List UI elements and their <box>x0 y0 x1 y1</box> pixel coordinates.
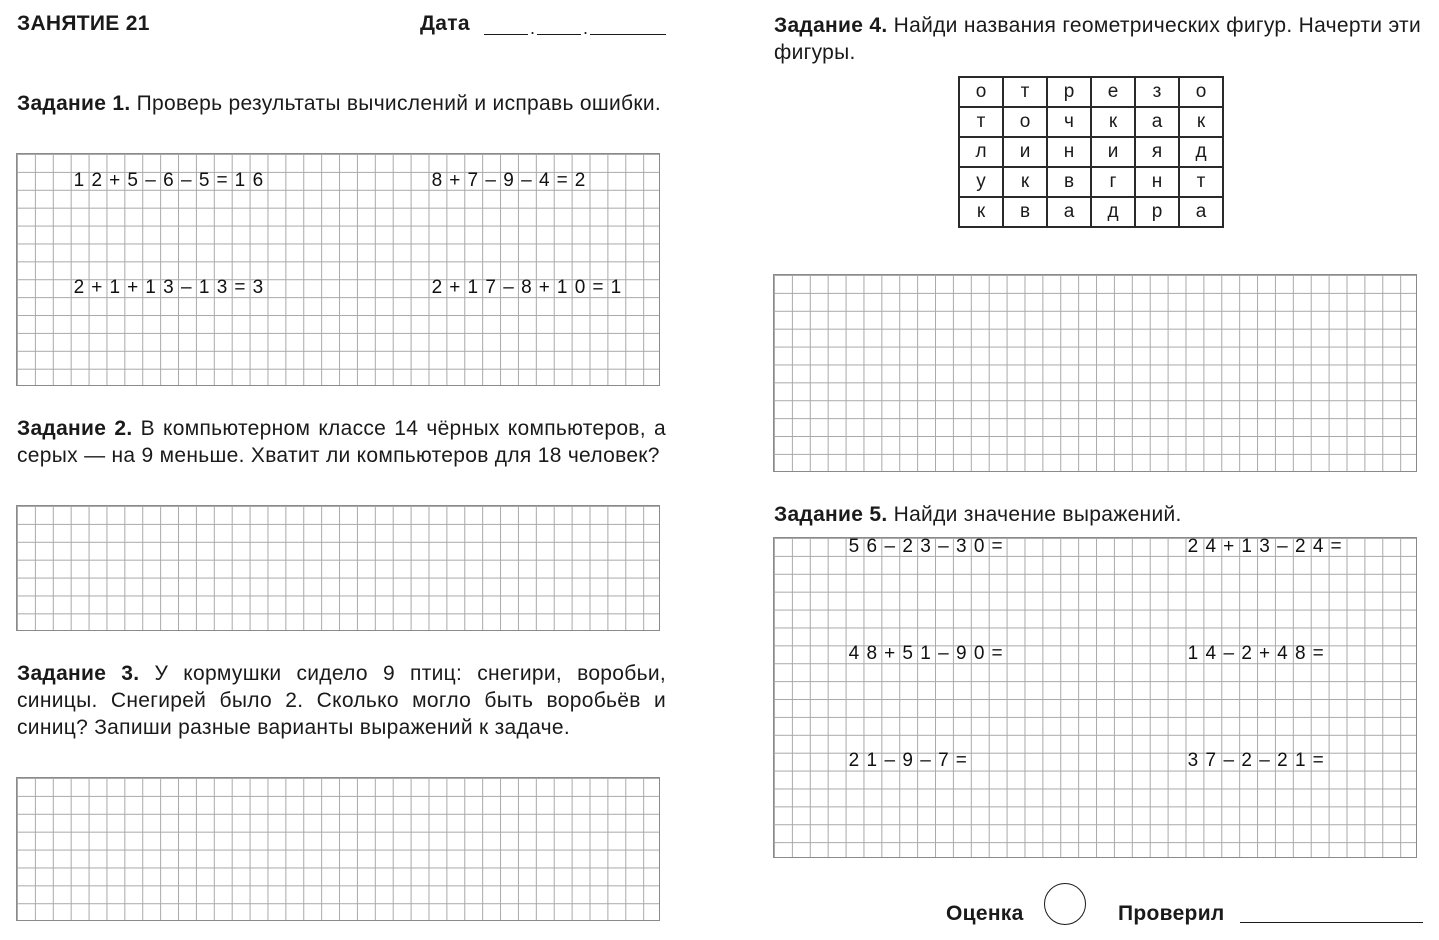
expression-char: 1 <box>145 277 156 298</box>
task-3-prompt <box>17 660 666 741</box>
expression-char: + <box>884 643 896 664</box>
expression-char: 4 <box>1205 643 1217 664</box>
expression-char: = <box>1312 643 1324 664</box>
expression-char: – <box>938 536 949 557</box>
expression-char: – <box>521 170 532 191</box>
expression-char: + <box>91 277 103 298</box>
expression-char: 1 <box>467 277 479 298</box>
task-2-answer-grid[interactable] <box>16 505 660 631</box>
expression-char: 3 <box>956 536 967 557</box>
expression-char: 7 <box>485 277 496 298</box>
checked-by-field[interactable] <box>1240 922 1423 923</box>
expression-char: – <box>503 277 514 298</box>
grade-circle[interactable] <box>1044 883 1086 925</box>
task-1-label: Задание 1. <box>17 92 131 115</box>
task-4-prompt <box>774 12 1421 66</box>
expression-char: 1 <box>109 277 121 298</box>
task-5-prompt <box>774 501 1421 528</box>
expression-char: 2 <box>431 277 443 298</box>
word-grid-cell[interactable]: а <box>1179 197 1223 227</box>
date-month-field[interactable] <box>537 34 581 35</box>
expression-char: 4 <box>539 170 550 191</box>
word-grid-cell[interactable]: о <box>959 77 1003 107</box>
task-3-text: У кормушки сидело 9 птиц: снегири, воробьи, синицы. Снегирей было 2. Сколько могло быть воробьёв и синиц? Запиши разные варианты выражений к задаче. <box>17 662 666 739</box>
word-grid-cell[interactable]: е <box>1091 77 1135 107</box>
word-grid-cell[interactable]: т <box>1003 77 1047 107</box>
task-4-text: Найди названия геометрических фигур. Начерти эти фигуры. <box>774 14 1421 64</box>
expression-char: 2 <box>574 170 586 191</box>
expression-char: 8 <box>866 643 878 664</box>
expression-char: 9 <box>503 170 514 191</box>
expression-char: = <box>556 170 568 191</box>
task-2-prompt <box>17 415 666 469</box>
expression-char: = <box>1330 536 1342 557</box>
checked-by-label: Проверил <box>1118 902 1225 925</box>
expression-char: + <box>1258 643 1271 664</box>
word-grid-cell[interactable]: и <box>1091 137 1135 167</box>
expression-char: 6 <box>252 170 264 191</box>
date-day-field[interactable] <box>484 34 528 35</box>
task-5-expression-6 <box>1184 752 1327 770</box>
word-search-grid <box>958 76 1224 228</box>
task-1-expression-3 <box>70 279 267 297</box>
word-grid-cell[interactable]: к <box>959 197 1003 227</box>
task-1-expression-2 <box>428 172 589 190</box>
expression-char: = <box>991 643 1003 664</box>
task-5-expression-2 <box>1184 538 1345 556</box>
word-grid-cell[interactable]: ч <box>1047 107 1091 137</box>
expression-char: 2 <box>91 170 103 191</box>
expression-char: 1 <box>1241 536 1252 557</box>
lesson-title: ЗАНЯТИЕ 21 <box>17 12 150 35</box>
expression-char: – <box>145 170 156 191</box>
word-grid-cell[interactable]: н <box>1135 167 1179 197</box>
expression-char: 0 <box>973 536 985 557</box>
expression-char: 7 <box>467 170 479 191</box>
expression-char: + <box>538 277 550 298</box>
expression-char: 3 <box>1259 536 1270 557</box>
task-1-text: Проверь результаты вычислений и исправь ошибки. <box>136 92 661 115</box>
expression-char: 9 <box>956 643 967 664</box>
task-5-label: Задание 5. <box>774 503 888 526</box>
expression-char: 5 <box>198 170 210 191</box>
expression-char: 0 <box>973 643 985 664</box>
date-dot: . <box>530 18 536 38</box>
expression-char: = <box>1312 750 1324 771</box>
word-grid-cell[interactable]: к <box>1091 107 1135 137</box>
date-label: Дата <box>420 12 470 35</box>
word-grid-cell[interactable]: р <box>1047 77 1091 107</box>
expression-char: 2 <box>902 536 913 557</box>
expression-char: 4 <box>1277 643 1288 664</box>
word-grid-row <box>959 107 1223 137</box>
expression-char: 2 <box>1295 536 1306 557</box>
expression-char: 1 <box>556 277 568 298</box>
expression-char: 2 <box>1241 643 1252 664</box>
expression-char: = <box>216 170 228 191</box>
expression-char: – <box>884 536 896 557</box>
expression-char: 3 <box>216 277 228 298</box>
word-grid-cell[interactable]: о <box>1179 77 1223 107</box>
task-2-label: Задание 2. <box>17 417 133 440</box>
expression-char: 2 <box>73 277 85 298</box>
task-5-text: Найди значение выражений. <box>893 503 1182 526</box>
expression-char: 1 <box>1187 643 1199 664</box>
expression-char: = <box>592 277 604 298</box>
expression-char: 1 <box>234 170 246 191</box>
expression-char: – <box>1223 750 1235 771</box>
task-1-expression-4 <box>428 279 625 297</box>
expression-char: 6 <box>866 536 878 557</box>
expression-char: 0 <box>574 277 586 298</box>
expression-char: 2 <box>848 750 860 771</box>
expression-char: + <box>449 277 461 298</box>
expression-char: 9 <box>902 750 913 771</box>
expression-char: 1 <box>198 277 210 298</box>
word-grid-cell[interactable]: я <box>1135 137 1179 167</box>
expression-char: = <box>991 536 1003 557</box>
task-2-text: В компьютерном классе 14 чёрных компьютеров, а серых — на 9 меньше. Хватит ли компьютеров для 18 человек? <box>17 417 666 467</box>
expression-char: 2 <box>1241 750 1252 771</box>
expression-char: 3 <box>252 277 264 298</box>
task-3-answer-grid[interactable] <box>16 777 660 921</box>
word-grid-cell[interactable]: а <box>1047 197 1091 227</box>
task-5-expression-5 <box>845 752 970 770</box>
expression-char: 4 <box>848 643 860 664</box>
expression-char: 4 <box>1312 536 1324 557</box>
expression-char: – <box>920 750 931 771</box>
expression-char: 8 <box>431 170 443 191</box>
expression-char: 2 <box>1277 750 1288 771</box>
expression-char: 3 <box>1187 750 1199 771</box>
word-grid-cell[interactable]: т <box>959 107 1003 137</box>
expression-char: 1 <box>73 170 85 191</box>
expression-char: – <box>938 643 949 664</box>
date-year-field[interactable] <box>590 34 666 35</box>
expression-char: = <box>234 277 246 298</box>
expression-char: 8 <box>521 277 532 298</box>
expression-char: 1 <box>920 643 931 664</box>
expression-char: – <box>1277 536 1288 557</box>
word-grid-cell[interactable]: к <box>1179 107 1223 137</box>
expression-char: = <box>955 750 967 771</box>
expression-char: 5 <box>127 170 138 191</box>
expression-char: 5 <box>902 643 913 664</box>
word-grid-cell[interactable]: р <box>1135 197 1179 227</box>
expression-char: 2 <box>1187 536 1199 557</box>
task-4-label: Задание 4. <box>774 14 888 37</box>
expression-char: + <box>127 277 139 298</box>
word-grid-cell[interactable]: д <box>1179 137 1223 167</box>
expression-char: + <box>1223 536 1235 557</box>
date-dot: . <box>583 18 589 38</box>
word-grid-cell[interactable]: л <box>959 137 1003 167</box>
word-grid-cell[interactable]: и <box>1003 137 1047 167</box>
task-4-drawing-grid[interactable] <box>773 274 1417 472</box>
word-grid-cell[interactable]: а <box>1135 107 1179 137</box>
expression-char: – <box>1223 643 1235 664</box>
task-5-answer-grid[interactable] <box>773 537 1417 858</box>
word-grid-cell[interactable]: т <box>1179 167 1223 197</box>
task-5-expression-3 <box>845 645 1006 663</box>
word-grid-cell[interactable]: н <box>1047 137 1091 167</box>
expression-char: 1 <box>610 277 622 298</box>
word-grid-cell[interactable]: д <box>1091 197 1135 227</box>
task-5-expression-4 <box>1184 645 1327 663</box>
word-grid-row <box>959 167 1223 197</box>
task-1-expression-1 <box>70 172 267 190</box>
expression-char: – <box>181 277 192 298</box>
expression-char: 7 <box>938 750 949 771</box>
word-grid-cell[interactable]: в <box>1003 197 1047 227</box>
expression-char: – <box>181 170 192 191</box>
expression-char: – <box>485 170 496 191</box>
grade-label: Оценка <box>946 902 1024 925</box>
task-5-expression-1 <box>845 538 1006 556</box>
expression-char: + <box>109 170 121 191</box>
expression-char: 7 <box>1205 750 1217 771</box>
word-grid-cell[interactable]: к <box>1003 167 1047 197</box>
word-grid-cell[interactable]: в <box>1047 167 1091 197</box>
expression-char: 4 <box>1205 536 1217 557</box>
expression-char: + <box>449 170 461 191</box>
expression-char: 6 <box>163 170 174 191</box>
expression-char: 3 <box>920 536 931 557</box>
word-grid-row <box>959 137 1223 167</box>
word-grid-row <box>959 77 1223 107</box>
expression-char: 5 <box>848 536 860 557</box>
task-3-label: Задание 3. <box>17 662 140 685</box>
expression-char: 1 <box>866 750 878 771</box>
word-grid-cell[interactable]: г <box>1091 167 1135 197</box>
expression-char: 1 <box>1295 750 1306 771</box>
expression-char: 3 <box>163 277 174 298</box>
word-grid-cell[interactable]: з <box>1135 77 1179 107</box>
word-grid-cell[interactable]: у <box>959 167 1003 197</box>
expression-char: – <box>884 750 896 771</box>
word-grid-row <box>959 197 1223 227</box>
task-1-prompt <box>17 90 666 117</box>
expression-char: 8 <box>1295 643 1306 664</box>
expression-char: – <box>1259 750 1270 771</box>
word-grid-cell[interactable]: о <box>1003 107 1047 137</box>
